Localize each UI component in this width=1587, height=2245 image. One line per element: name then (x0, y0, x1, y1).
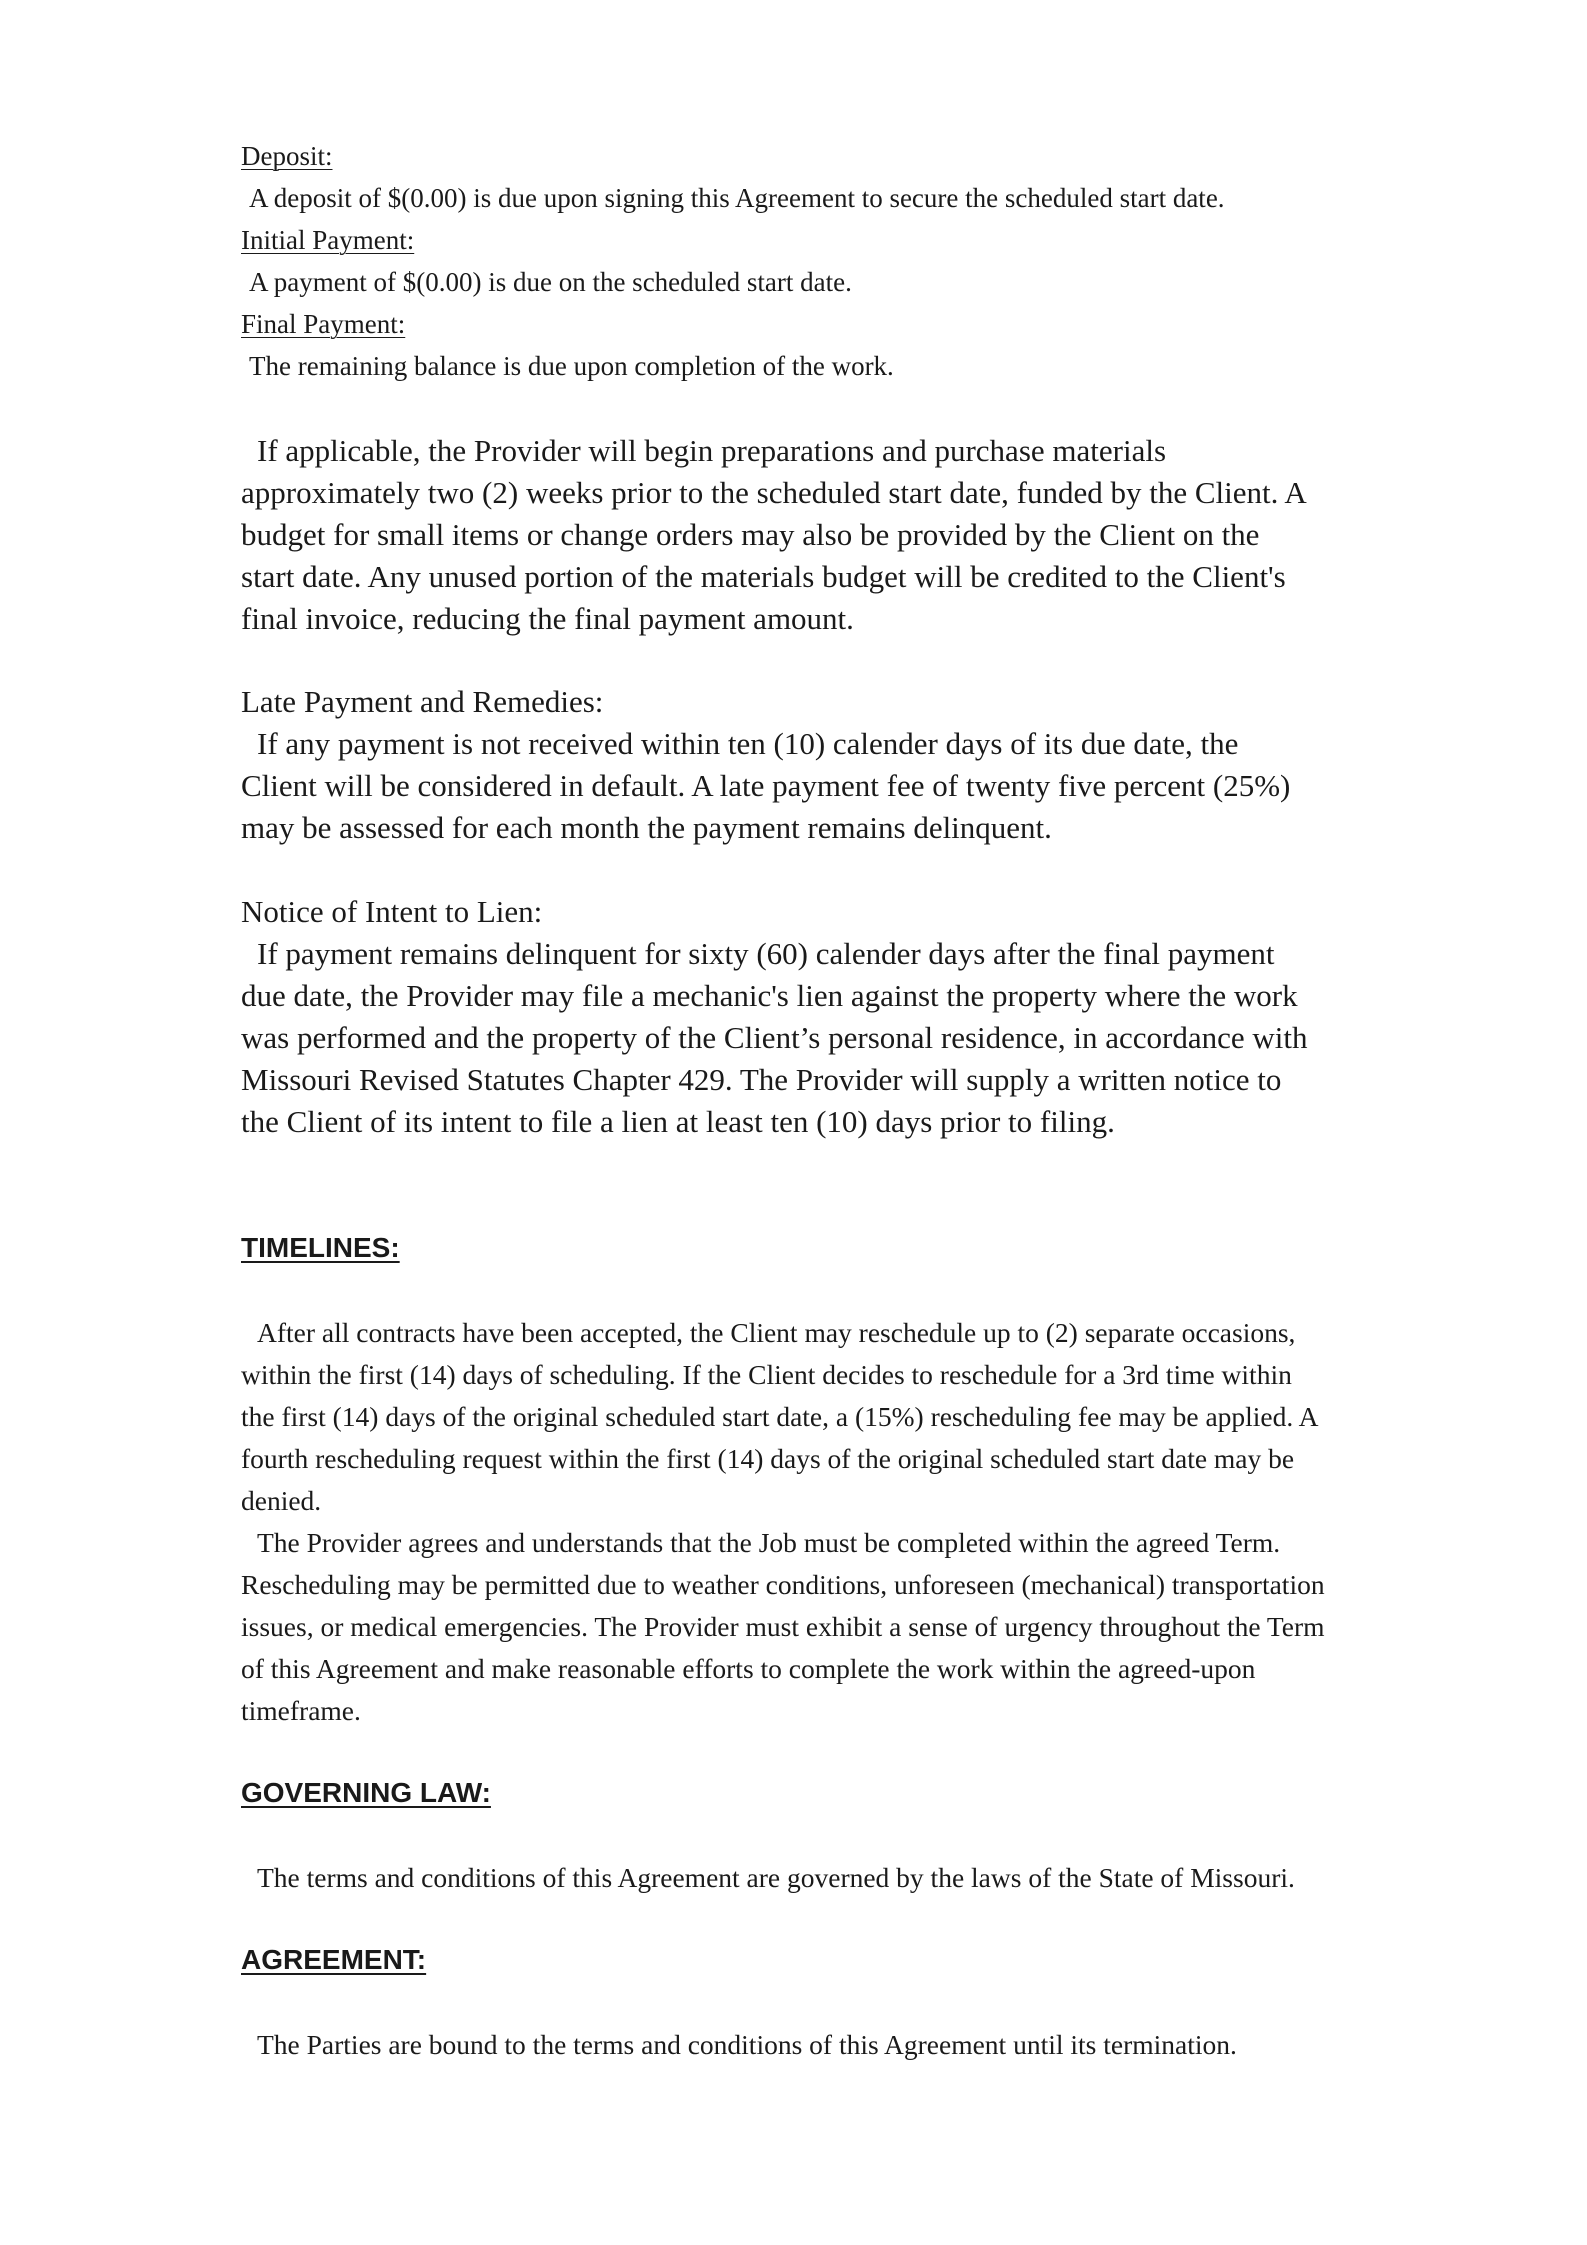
paragraph-line: If payment remains delinquent for sixty (60) calender days after the final payment (257, 936, 1275, 971)
paragraph-line: Rescheduling may be permitted due to weather conditions, unforeseen (mechanical) transportation (241, 1569, 1325, 1600)
paragraph-line: The Provider agrees and understands that the Job must be completed within the agreed Term. (257, 1527, 1281, 1558)
lien-heading: Notice of Intent to Lien: (241, 894, 543, 929)
paragraph-line: was performed and the property of the Client’s personal residence, in accordance with (241, 1020, 1308, 1055)
paragraph-line: If any payment is not received within ten (10) calender days of its due date, the (257, 726, 1239, 761)
paragraph-line: denied. (241, 1485, 322, 1516)
paragraph-line: start date. Any unused portion of the materials budget will be credited to the Client's (241, 559, 1286, 594)
governing-law-heading: GOVERNING LAW: (241, 1777, 491, 1808)
paragraph-line: Client will be considered in default. A late payment fee of twenty five percent (25%) (241, 768, 1291, 803)
agreement-heading: AGREEMENT: (241, 1944, 427, 1975)
governing-law-paragraph (241, 1857, 1371, 1899)
timelines-paragraph-1 (241, 1312, 1371, 1522)
paragraph-line: approximately two (2) weeks prior to the scheduled start date, funded by the Client. A (241, 475, 1307, 510)
paragraph-line: the Client of its intent to file a lien at least ten (10) days prior to filing. (241, 1104, 1115, 1139)
late-payment-heading: Late Payment and Remedies: (241, 684, 604, 719)
final-payment-label: Final Payment: (241, 309, 406, 339)
deposit-text: A deposit of $(0.00) is due upon signing this Agreement to secure the scheduled start date. (249, 183, 1225, 213)
paragraph-line: budget for small items or change orders may also be provided by the Client on the (241, 517, 1260, 552)
final-payment-text: The remaining balance is due upon completion of the work. (249, 351, 894, 381)
paragraph-line: The Parties are bound to the terms and conditions of this Agreement until its termination. (257, 2029, 1237, 2060)
timelines-heading: TIMELINES: (241, 1232, 400, 1263)
initial-payment-text: A payment of $(0.00) is due on the scheduled start date. (249, 267, 852, 297)
paragraph-line: issues, or medical emergencies. The Provider must exhibit a sense of urgency throughout the Term (241, 1611, 1325, 1642)
paragraph-line: within the first (14) days of scheduling. If the Client decides to reschedule for a 3rd time within (241, 1359, 1292, 1390)
lien-paragraph (241, 933, 1371, 1143)
paragraph-line: fourth rescheduling request within the first (14) days of the original scheduled start date may be (241, 1443, 1295, 1474)
paragraph-line: final invoice, reducing the final payment amount. (241, 601, 854, 636)
timelines-paragraph-2 (241, 1522, 1371, 1732)
paragraph-line: may be assessed for each month the payment remains delinquent. (241, 810, 1052, 845)
paragraph-line: the first (14) days of the original scheduled start date, a (15%) rescheduling fee may be applied. A (241, 1401, 1319, 1432)
paragraph-line: timeframe. (241, 1695, 361, 1726)
paragraph-line: The terms and conditions of this Agreement are governed by the laws of the State of Missouri. (257, 1862, 1295, 1893)
paragraph-line: due date, the Provider may file a mechanic's lien against the property where the work (241, 978, 1298, 1013)
paragraph-line: of this Agreement and make reasonable efforts to complete the work within the agreed-upon (241, 1653, 1256, 1684)
deposit-label: Deposit: (241, 141, 333, 171)
materials-paragraph (241, 430, 1371, 640)
agreement-paragraph (241, 2024, 1371, 2066)
paragraph-line: Missouri Revised Statutes Chapter 429. The Provider will supply a written notice to (241, 1062, 1282, 1097)
late-payment-paragraph (241, 723, 1371, 849)
paragraph-line: After all contracts have been accepted, the Client may reschedule up to (2) separate occasions, (257, 1317, 1296, 1348)
paragraph-line: If applicable, the Provider will begin preparations and purchase materials (257, 433, 1167, 468)
initial-payment-label: Initial Payment: (241, 225, 415, 255)
